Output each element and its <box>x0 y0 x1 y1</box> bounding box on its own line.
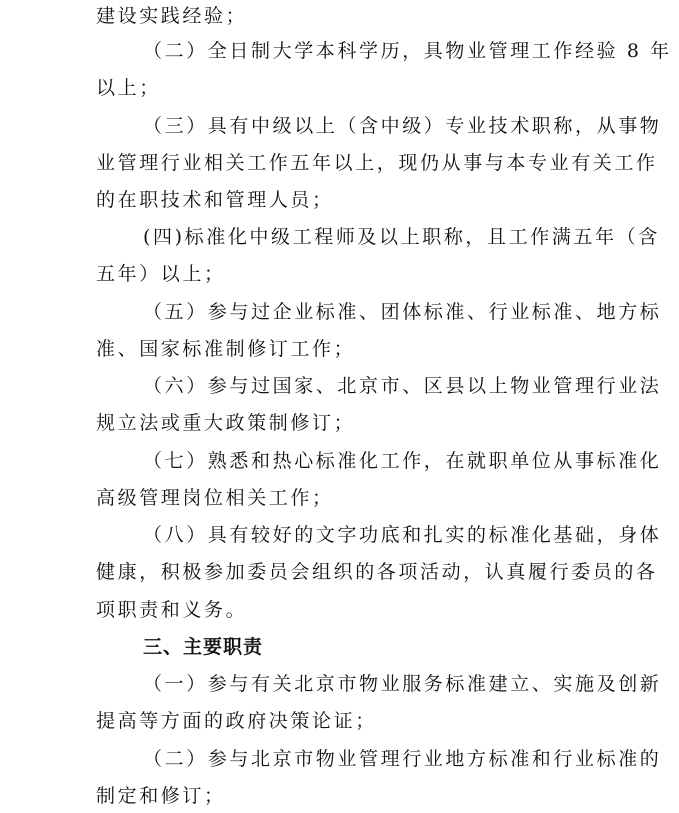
text-line: （五）参与过企业标准、团体标准、行业标准、地方标 <box>143 301 662 323</box>
text-line: 的在职技术和管理人员； <box>96 189 334 211</box>
text-line: 业管理行业相关工作五年以上，现仍从事与本专业有关工作 <box>96 152 658 174</box>
text-line: 健康，积极参加委员会组织的各项活动，认真履行委员的各 <box>96 561 658 583</box>
text-line: 规立法或重大政策制修订； <box>96 412 356 434</box>
text-line: 提高等方面的政府决策论证； <box>96 710 377 732</box>
text-line: （七）熟悉和热心标准化工作，在就职单位从事标准化 <box>143 450 662 472</box>
text-line: 准、国家标准制修订工作； <box>96 338 356 360</box>
text-line: （二）全日制大学本科学历，具物业管理工作经验 8 年 <box>143 40 672 62</box>
text-line: （三）具有中级以上（含中级）专业技术职称，从事物 <box>143 115 662 137</box>
text-line: （六）参与过国家、北京市、区县以上物业管理行业法 <box>143 375 662 397</box>
section-heading: 三、主要职责 <box>143 636 264 658</box>
text-line: (四)标准化中级工程师及以上职称，且工作满五年（含 <box>143 226 660 248</box>
text-line: 五年）以上； <box>96 263 226 285</box>
text-line: （一）参与有关北京市物业服务标准建立、实施及创新 <box>143 673 662 695</box>
text-line: （二）参与北京市物业管理行业地方标准和行业标准的 <box>143 748 662 770</box>
text-line: 建设实践经验； <box>96 5 248 27</box>
text-line: 高级管理岗位相关工作； <box>96 487 334 509</box>
text-line: 项职责和义务。 <box>96 599 248 621</box>
text-line: 制定和修订； <box>96 785 226 807</box>
text-line: （八）具有较好的文字功底和扎实的标准化基础，身体 <box>143 524 662 546</box>
text-line: 以上； <box>96 77 161 99</box>
